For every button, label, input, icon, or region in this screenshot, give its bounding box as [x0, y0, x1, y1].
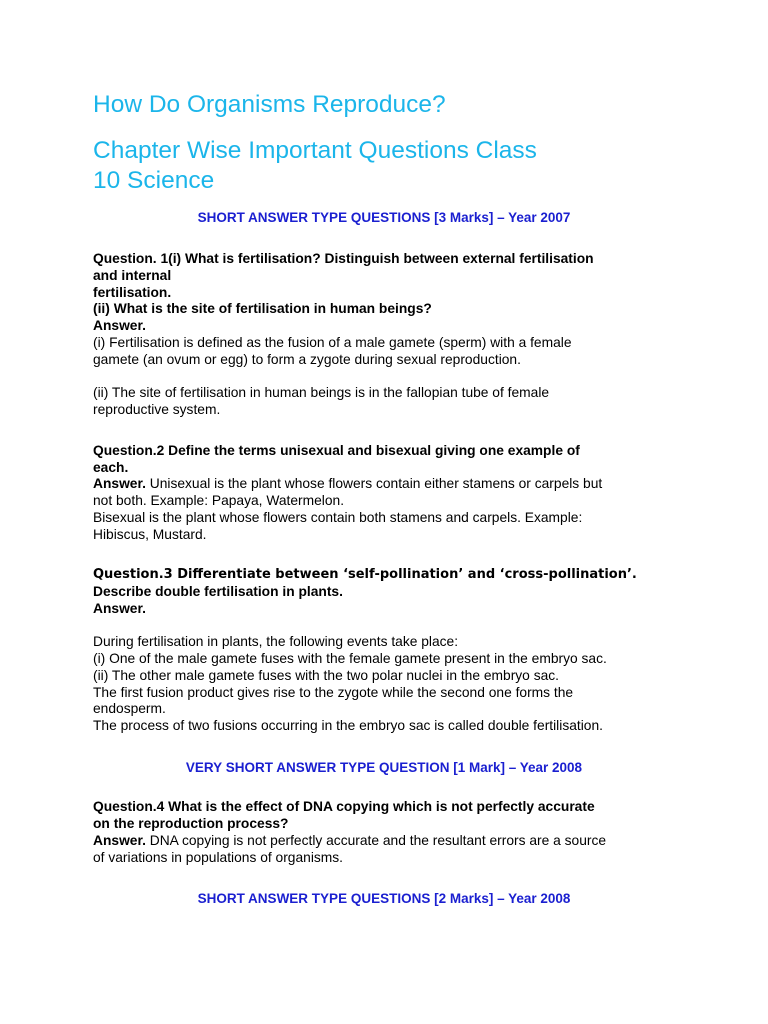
page-title-line-3: 10 Science: [93, 167, 215, 194]
page-title-line-1: How Do Organisms Reproduce?: [93, 91, 446, 118]
answer-4-line-2: of variations in populations of organisms.: [93, 850, 344, 865]
question-1-line-2: and internal: [93, 268, 172, 283]
question-1-line-3: fertilisation.: [93, 285, 172, 300]
section-heading-2007: SHORT ANSWER TYPE QUESTIONS [3 Marks] – Year 2007: [197, 210, 571, 225]
question-4-line-1: Question.4 What is the effect of DNA copying which is not perfectly accurate: [93, 799, 595, 814]
answer-4-line-1: [93, 833, 606, 850]
question-2-line-1: Question.2 Define the terms unisexual and bisexual giving one example of: [93, 443, 580, 458]
question-2-line-2: each.: [93, 460, 129, 475]
question-3-line-1: Question.3 Differentiate between ‘self-pollination’ and ‘cross-pollination’.: [93, 567, 637, 582]
answer-2-text: Unisexual is the plant whose flowers contain either stamens or carpels but: [145, 476, 603, 491]
answer-3-label: Answer.: [93, 601, 146, 616]
answer-3-line-6: The process of two fusions occurring in the embryo sac is called double fertilisation.: [93, 718, 603, 733]
answer-2-line-1: [93, 476, 602, 493]
question-3-line-2: Describe double fertilisation in plants.: [93, 584, 343, 599]
answer-3-line-3: (ii) The other male gamete fuses with the two polar nuclei in the embryo sac.: [93, 668, 559, 683]
question-1-line-1: Question. 1(i) What is fertilisation? Distinguish between external fertilisation: [93, 251, 594, 266]
answer-4-text: DNA copying is not perfectly accurate and the resultant errors are a source: [145, 833, 607, 848]
answer-4-label: Answer.: [93, 833, 146, 848]
page-title-line-2: Chapter Wise Important Questions Class: [93, 137, 537, 164]
answer-3-line-5: endosperm.: [93, 701, 166, 716]
question-4-line-2: on the reproduction process?: [93, 816, 289, 831]
answer-1-line-2: gamete (an ovum or egg) to form a zygote during sexual reproduction.: [93, 352, 521, 367]
answer-2-label: Answer.: [93, 476, 146, 491]
answer-3-line-4: The first fusion product gives rise to the zygote while the second one forms the: [93, 685, 574, 700]
answer-2-line-2: not both. Example: Papaya, Watermelon.: [93, 493, 345, 508]
answer-3-line-2: (i) One of the male gamete fuses with the female gamete present in the embryo sac.: [93, 651, 607, 666]
answer-1-line-1: (i) Fertilisation is defined as the fusion of a male gamete (sperm) with a female: [93, 335, 572, 350]
section-heading-2008-2-marks: SHORT ANSWER TYPE QUESTIONS [2 Marks] – Year 2008: [197, 891, 571, 906]
answer-1-label: Answer.: [93, 318, 146, 333]
question-1-line-4: (ii) What is the site of fertilisation in human beings?: [93, 301, 432, 316]
answer-2-line-4: Hibiscus, Mustard.: [93, 527, 207, 542]
answer-2-line-3: Bisexual is the plant whose flowers contain both stamens and carpels. Example:: [93, 510, 583, 525]
section-heading-2008-1-mark: VERY SHORT ANSWER TYPE QUESTION [1 Mark] – Year 2008: [185, 760, 583, 775]
answer-3-line-1: During fertilisation in plants, the following events take place:: [93, 634, 459, 649]
answer-1-line-4: reproductive system.: [93, 402, 221, 417]
answer-1-line-3: (ii) The site of fertilisation in human beings is in the fallopian tube of female: [93, 385, 550, 400]
